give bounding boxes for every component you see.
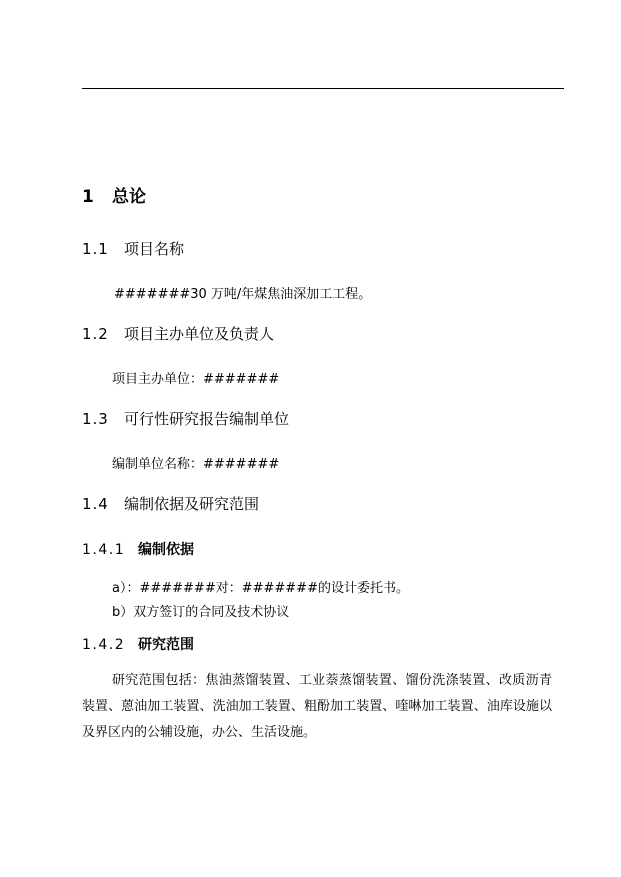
chapter-title: 总论 <box>112 187 146 207</box>
chapter-number: 1 <box>82 187 94 207</box>
subsection-title: 编制依据 <box>138 542 194 558</box>
chapter-heading <box>82 182 146 207</box>
basis-item-b: b）双方签订的合同及技术协议 <box>112 605 290 620</box>
section-title: 编制依据及研究范围 <box>124 495 260 513</box>
sponsor-text: 项目主办单位：####### <box>112 372 280 387</box>
section-title: 可行性研究报告编制单位 <box>124 410 290 428</box>
subsection-number: 1.4.2 <box>82 637 126 653</box>
section-title: 项目主办单位及负责人 <box>124 325 275 343</box>
project-name-text: #######30 万吨/年煤焦油深加工工程。 <box>114 287 372 302</box>
section-heading-1-1 <box>82 238 184 259</box>
subsection-heading-1-4-2 <box>82 634 194 654</box>
section-heading-1-3 <box>82 408 289 429</box>
section-heading-1-4 <box>82 493 259 514</box>
scope-paragraph: 研究范围包括：焦油蒸馏装置、工业萘蒸馏装置、馏份洗涤装置、改质沥青装置、蒽油加工装置、洗油加工装置、粗酚加工装置、喹啉加工装置、油库设施以及界区内的公辅设施，办公、生活设施。 <box>82 673 552 740</box>
section-title: 项目名称 <box>124 240 185 258</box>
header-rule <box>82 88 564 89</box>
section-number: 1.1 <box>82 240 109 258</box>
subsection-number: 1.4.1 <box>82 542 126 558</box>
section-number: 1.4 <box>82 495 109 513</box>
basis-item-a: a）：#######对：#######的设计委托书。 <box>112 581 409 596</box>
section-heading-1-2 <box>82 323 274 344</box>
subsection-title: 研究范围 <box>138 637 194 653</box>
section-number: 1.2 <box>82 325 109 343</box>
subsection-heading-1-4-1 <box>82 539 194 559</box>
compiler-text: 编制单位名称：####### <box>112 457 280 472</box>
section-number: 1.3 <box>82 410 109 428</box>
